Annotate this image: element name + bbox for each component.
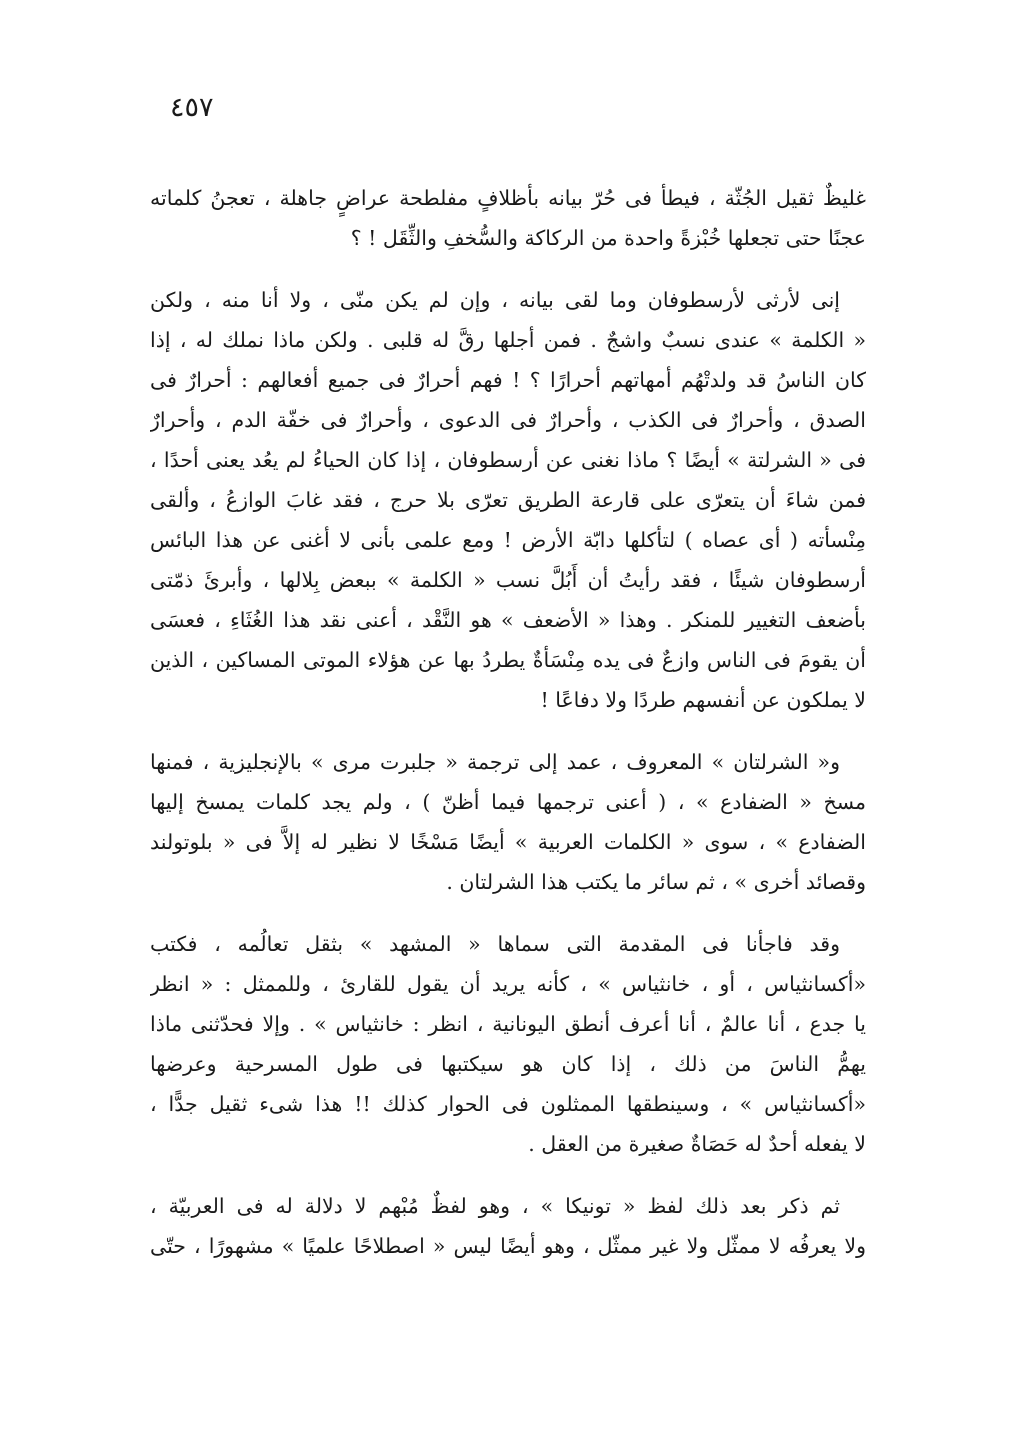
text-line: وقصائد أخرى » ، ثم سائر ما يكتب هذا الشرلتان . — [446, 870, 866, 894]
text-line: «أكسانثياس » ، وسينطقها الممثلون فى الحوار كذلك !! هذا شىء ثقيل جدًّا ، — [150, 1092, 866, 1116]
text-line: مِنْسأته ( أى عصاه ) لتأكلها دابّة الأرض ! ومع علمى بأنى لا أغنى عن هذا البائس — [150, 528, 866, 552]
text-line: غليظٌ ثقيل الجُثّة ، فيطأ فى حُرّ بيانه بأظلافٍ مفلطحة عراضٍ جاهلة ، تعجنُ كلماته — [150, 186, 866, 210]
body-text — [150, 178, 866, 1288]
text-line: فمن شاءَ أن يتعرّى على قارعة الطريق تعرّى بلا حرج ، فقد غابَ الوازعُ ، وألقى — [150, 488, 866, 512]
text-line: كان الناسُ قد ولدتْهُم أمهاتهم أحرارًا ؟ ! فهم أحرارٌ فى جميع أفعالهم : أحرارٌ فى — [150, 368, 866, 392]
text-line: لا يفعله أحدٌ له حَصَاةٌ صغيرة من العقل . — [528, 1132, 866, 1156]
text-line: لا يملكون عن أنفسهم طردًا ولا دفاعًا ! — [540, 688, 866, 712]
paragraph-4 — [150, 924, 866, 1164]
text-line: يهمُّ الناسَ من ذلك ، إذا كان هو سيكتبها فى طول المسرحية وعرضها — [150, 1052, 866, 1076]
text-line: أن يقومَ فى الناس وازعٌ فى يده مِنْسَأةٌ يطردُ بها عن هؤلاء الموتى المساكين ، الذين — [150, 648, 866, 672]
paragraph-1 — [150, 178, 866, 258]
text-line: مسخ « الضفادع » ، ( أعنى ترجمها فيما أظنّ ) ، ولم يجد كلمات يمسخ إليها — [150, 790, 866, 814]
text-line: وقد فاجأنا فى المقدمة التى سماها « المشهد » بثقل تعالُمه ، فكتب — [150, 932, 840, 956]
text-line: إنى لأرثى لأرسطوفان وما لقى بيانه ، وإن لم يكن منّى ، ولا أنا منه ، ولكن — [150, 288, 840, 312]
text-line: و« الشرلتان » المعروف ، عمد إلى ترجمة « جلبرت مرى » بالإنجليزية ، فمنها — [150, 750, 840, 774]
text-line: بأضعف التغيير للمنكر . وهذا « الأضعف » هو النَّقْد ، أعنى نقد هذا الغُثَاءِ ، فعسَى — [150, 608, 866, 632]
text-line: «أكسانثياس ، أو ، خانثياس » ، كأنه يريد أن يقول للقارئ ، وللممثل : « انظر — [150, 972, 866, 996]
paragraph-2 — [150, 280, 866, 720]
text-line: أرسطوفان شيئًا ، فقد رأيتُ أن أَبُلَّ نسب « الكلمة » ببعض بِلالها ، وأبرئَ ذمّتى — [150, 568, 866, 592]
text-line: عجنًا حتى تجعلها خُبْزةً واحدة من الركاكة والسُّخفِ والثِّقَل ! ؟ — [350, 226, 866, 250]
paragraph-5 — [150, 1186, 866, 1266]
paragraph-3 — [150, 742, 866, 902]
text-line: يا جدع ، أنا عالمٌ ، أنا أعرف أنطق اليونانية ، انظر : خانثياس » . وإلا فحدّثنى ماذا — [150, 1012, 866, 1036]
text-line: الصدق ، وأحرارٌ فى الكذب ، وأحرارٌ فى الدعوى ، وأحرارٌ فى خفّة الدم ، وأحرارٌ — [150, 408, 866, 432]
text-line: « الكلمة » عندى نسبٌ واشجٌ . فمن أجلها رقَّ له قلبى . ولكن ماذا نملك له ، إذا — [150, 328, 866, 352]
text-line: فى « الشرلتة » أيضًا ؟ ماذا نغنى عن أرسطوفان ، إذا كان الحياءُ لم يعُد يعنى أحدًا ، — [150, 448, 866, 472]
page-number: ٤٥٧ — [170, 92, 214, 123]
text-line: الضفادع » ، سوى « الكلمات العربية » أيضًا مَسْخًا لا نظير له إلاَّ فى « بلوتولند — [150, 830, 866, 854]
text-line: ولا يعرفُه لا ممثّل ولا غير ممثّل ، وهو أيضًا ليس « اصطلاحًا علميًا » مشهورًا ، حتّى — [150, 1234, 866, 1258]
text-line: ثم ذكر بعد ذلك لفظ « تونيكا » ، وهو لفظٌ مُبْهم لا دلالة له فى العربيّة ، — [150, 1194, 840, 1218]
